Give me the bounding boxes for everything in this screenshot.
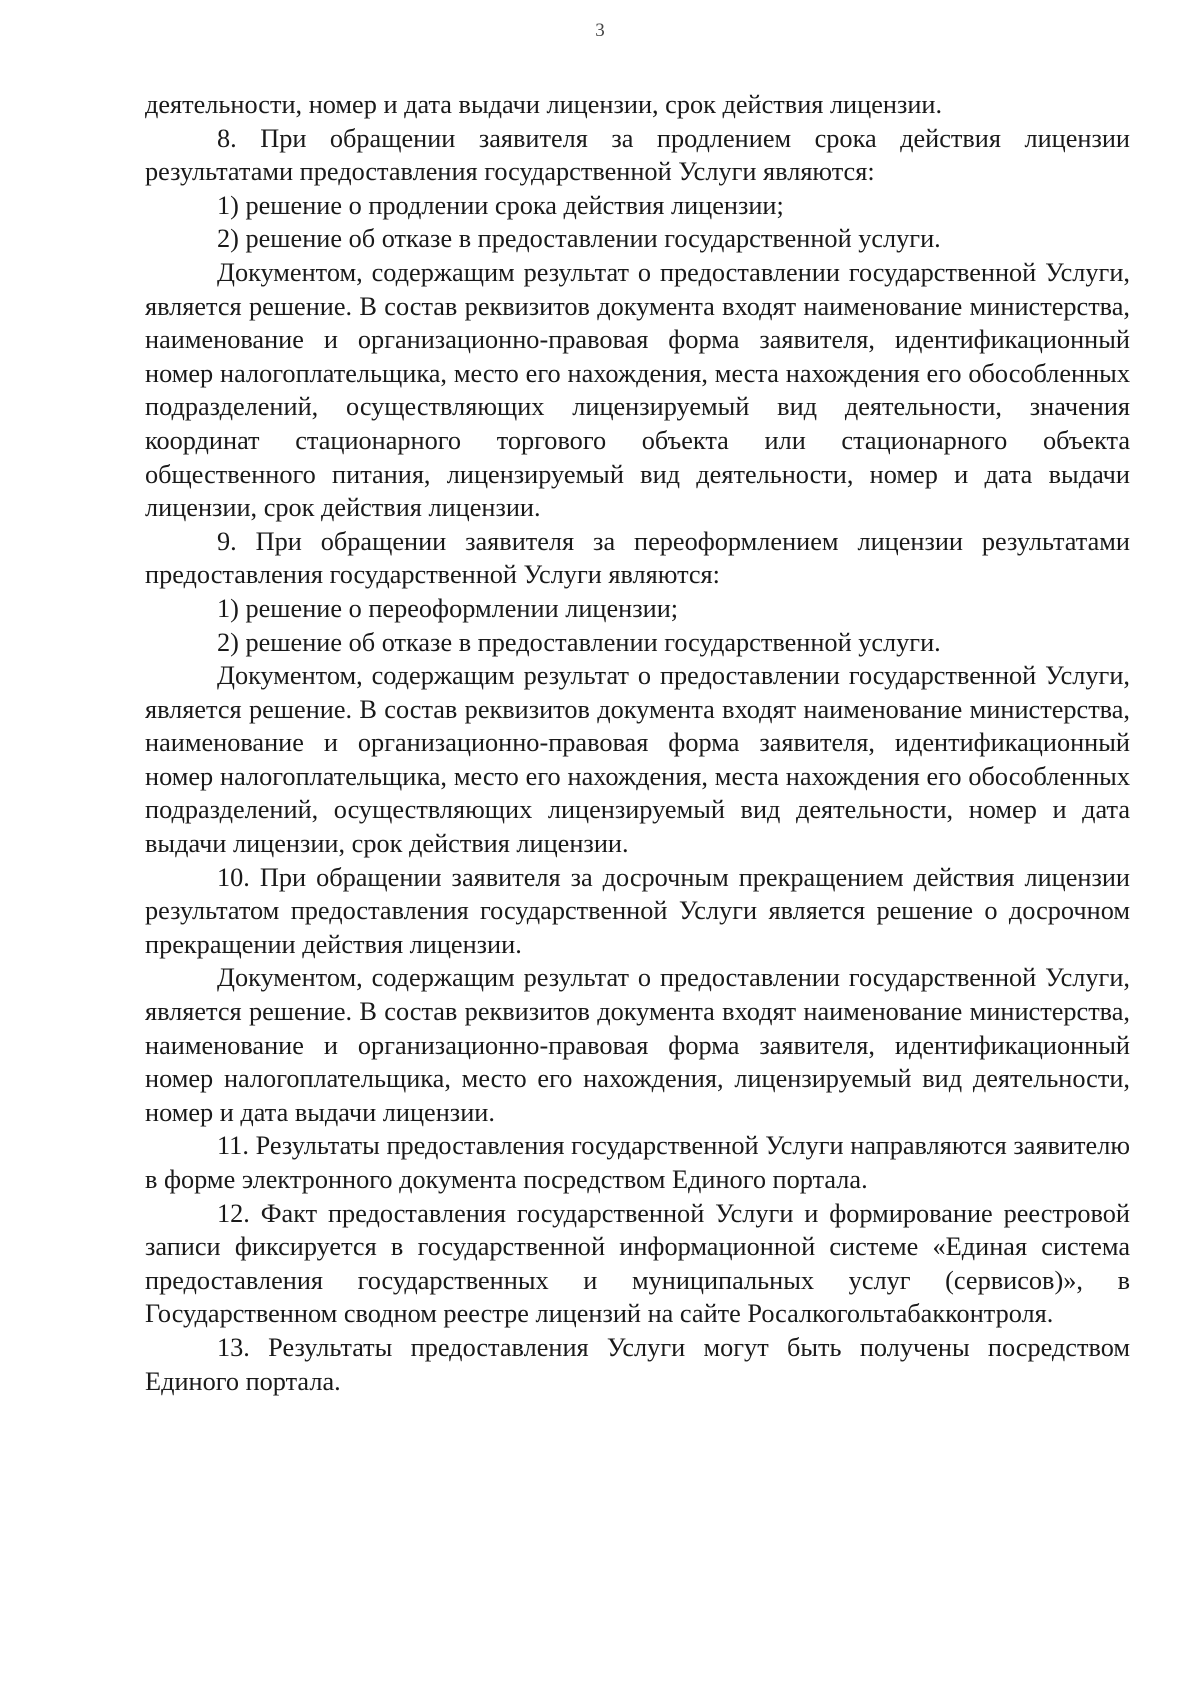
paragraph-9: 9. При обращении заявителя за переоформлением лицензии результатами предоставления государственной Услуги являются: (145, 526, 1130, 590)
paragraph-11: 11. Результаты предоставления государственной Услуги направляются заявителю в форме электронного документа посредством Единого портала. (145, 1131, 1130, 1194)
paragraph-12: 12. Факт предоставления государственной Услуги и формирование реестровой записи фиксируется в государственной информационной системе «Единая система предоставления государственных и муниципальных услуг (сервисов)», в Государственном сводном реестре лицензий на сайте Росалкогольтабакконтроля. (145, 1198, 1130, 1329)
paragraph-8-document: Документом, содержащим результат о предоставлении государственной Услуги, является решение. В состав реквизитов документа входят наименование министерства, наименование и организационно-правовая форма заявителя, идентификационный номер налогоплательщика, место его нахождения, места нахождения его обособленных подразделений, осуществляющих лицензируемый вид деятельности, значения координат стационарного торгового объекта или стационарного объекта общественного питания, лицензируемый вид деятельности, номер и дата выдачи лицензии, срок действия лицензии. (145, 257, 1130, 523)
paragraph-10: 10. При обращении заявителя за досрочным прекращением действия лицензии результатом предоставления государственной Услуги является решение о досрочном прекращении действия лицензии. (145, 862, 1130, 959)
document-body (145, 88, 1130, 1398)
paragraph-13: 13. Результаты предоставления Услуги могут быть получены посредством Единого портала. (145, 1332, 1130, 1396)
list-item-9-2: 2) решение об отказе в предоставлении государственной услуги. (217, 627, 941, 657)
list-item-8-1: 1) решение о продлении срока действия лицензии; (217, 190, 784, 220)
page-number: 3 (595, 20, 605, 41)
paragraph-continuation: деятельности, номер и дата выдачи лицензии, срок действия лицензии. (145, 90, 943, 119)
paragraph-10-document: Документом, содержащим результат о предоставлении государственной Услуги, является решение. В состав реквизитов документа входят наименование министерства, наименование и организационно-правовая форма заявителя, идентификационный номер налогоплательщика, место его нахождения, лицензируемый вид деятельности, номер и дата выдачи лицензии. (145, 963, 1130, 1127)
list-item-8-2: 2) решение об отказе в предоставлении государственной услуги. (217, 224, 941, 254)
paragraph-9-document: Документом, содержащим результат о предоставлении государственной Услуги, является решение. В состав реквизитов документа входят наименование министерства, наименование и организационно-правовая форма заявителя, идентификационный номер налогоплательщика, место его нахождения, места нахождения его обособленных подразделений, осуществляющих лицензируемый вид деятельности, номер и дата выдачи лицензии, срок действия лицензии. (145, 661, 1130, 859)
paragraph-8: 8. При обращении заявителя за продлением срока действия лицензии результатами предоставления государственной Услуги являются: (145, 123, 1130, 187)
list-item-9-1: 1) решение о переоформлении лицензии; (217, 593, 679, 623)
